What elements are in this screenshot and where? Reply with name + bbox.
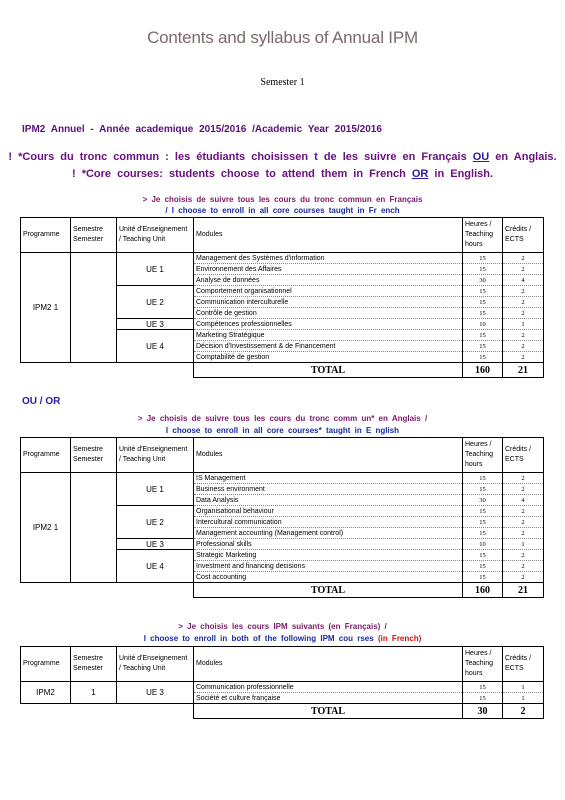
module-cell: Décision d'Investissement & de Financement (194, 341, 463, 352)
module-cell: Intercultural communication (194, 517, 463, 528)
hours-cell: 10 (463, 319, 503, 330)
ects-cell: 2 (503, 506, 544, 517)
section2-note-fr (0, 414, 565, 423)
total-label: TOTAL (194, 583, 463, 598)
notice-english (0, 168, 565, 180)
notice-english-or: OR (411, 168, 429, 180)
table-ipm-french (20, 646, 544, 719)
ects-cell: 2 (503, 473, 544, 484)
total-row (21, 583, 544, 598)
notice-english-text: ! *Core courses: students choose to attend them in French (71, 168, 412, 180)
notice-french-ou: OU (472, 151, 490, 163)
ue-cell: UE 4 (117, 330, 194, 363)
hours-cell: 15 (463, 330, 503, 341)
hours-cell: 15 (463, 572, 503, 583)
ue-cell: UE 3 (117, 682, 194, 704)
total-row (21, 363, 544, 378)
header-heures: Heures / Teaching hours (463, 647, 503, 682)
total-spacer (21, 363, 194, 378)
hours-cell: 30 (463, 275, 503, 286)
module-cell: Marketing Stratégique (194, 330, 463, 341)
ects-cell: 2 (503, 484, 544, 495)
hours-cell: 10 (463, 539, 503, 550)
hours-cell: 15 (463, 682, 503, 693)
total-hours: 160 (463, 583, 503, 598)
section3-note-en-text: I choose to enroll in both of the following IPM cou rses (143, 634, 378, 643)
ects-cell: 2 (503, 561, 544, 572)
hours-cell: 15 (463, 286, 503, 297)
hours-cell: 15 (463, 473, 503, 484)
header-modules: Modules (194, 647, 463, 682)
programme-cell: IPM2 (21, 682, 71, 704)
module-cell: Analyse de données (194, 275, 463, 286)
section3-note-fr-text: > Je choisis les cours IPM suivants (en Français) / (178, 622, 387, 631)
ects-cell: 2 (503, 528, 544, 539)
total-spacer (21, 704, 194, 719)
hours-cell: 15 (463, 484, 503, 495)
module-cell: Data Analysis (194, 495, 463, 506)
hours-cell: 15 (463, 253, 503, 264)
module-cell: Management des Systèmes d'information (194, 253, 463, 264)
ects-cell: 4 (503, 495, 544, 506)
semester-cell: 1 (71, 682, 117, 704)
semester-cell (71, 473, 117, 583)
ects-cell: 2 (503, 330, 544, 341)
ue-cell: UE 3 (117, 319, 194, 330)
header-programme: Programme (21, 647, 71, 682)
module-cell: Business environment (194, 484, 463, 495)
hours-cell: 15 (463, 264, 503, 275)
hours-cell: 30 (463, 495, 503, 506)
header-modules: Modules (194, 218, 463, 253)
hours-cell: 15 (463, 297, 503, 308)
ue-cell: UE 2 (117, 286, 194, 319)
header-unite: Unité d'Enseignement / Teaching Unit (117, 218, 194, 253)
module-cell: Organisational behaviour (194, 506, 463, 517)
programme-cell: IPM2 1 (21, 473, 71, 583)
table-row (21, 253, 544, 264)
section1-note-fr (0, 195, 565, 204)
header-unite: Unité d'Enseignement / Teaching Unit (117, 647, 194, 682)
ue-cell: UE 1 (117, 253, 194, 286)
module-cell: Strategic Marketing (194, 550, 463, 561)
total-row (21, 704, 544, 719)
table-header-row (21, 647, 544, 682)
hours-cell: 15 (463, 561, 503, 572)
ects-cell: 2 (503, 264, 544, 275)
header-semestre: Semestre Semester (71, 647, 117, 682)
ects-cell: 2 (503, 341, 544, 352)
header-programme: Programme (21, 438, 71, 473)
ue-cell: UE 2 (117, 506, 194, 539)
table-row (21, 682, 544, 693)
total-ects: 2 (503, 704, 544, 719)
table-row (21, 473, 544, 484)
hours-cell: 15 (463, 506, 503, 517)
module-cell: Cost accounting (194, 572, 463, 583)
ects-cell: 1 (503, 539, 544, 550)
header-semestre: Semestre Semester (71, 438, 117, 473)
ects-cell: 2 (503, 550, 544, 561)
ects-cell: 2 (503, 517, 544, 528)
notice-french-end: en Anglais. (489, 151, 557, 163)
section3-note-en-red: (in French) (377, 634, 422, 643)
header-credits: Crédits / ECTS (503, 647, 544, 682)
header-unite: Unité d'Enseignement / Teaching Unit (117, 438, 194, 473)
hours-cell: 15 (463, 341, 503, 352)
semester-heading: Semester 1 (260, 77, 305, 88)
section1-note-en (0, 206, 565, 215)
module-cell: Environnement des Affaires (194, 264, 463, 275)
module-cell: Société et culture française (194, 693, 463, 704)
section2-note-en (0, 426, 565, 435)
module-cell: Investment and financing decisions (194, 561, 463, 572)
section2-note-fr-text: > Je choisis de suivre tous les cours du tronc comm un* en Anglais / (137, 414, 428, 423)
hours-cell: 15 (463, 352, 503, 363)
section1-note-fr-text: > Je choisis de suivre tous les cours du tronc commun en Français (142, 195, 423, 204)
section3-note-en (0, 634, 565, 643)
hours-cell: 15 (463, 308, 503, 319)
ue-cell: UE 3 (117, 539, 194, 550)
module-cell: Management accounting (Management control) (194, 528, 463, 539)
hours-cell: 15 (463, 693, 503, 704)
section2-note-en-text: I choose to enroll in all core courses* taught in E nglish (165, 426, 400, 435)
total-ects: 21 (503, 363, 544, 378)
ue-cell: UE 4 (117, 550, 194, 583)
or-separator: OU / OR (22, 396, 61, 407)
total-label: TOTAL (194, 363, 463, 378)
hours-cell: 15 (463, 517, 503, 528)
header-credits: Crédits / ECTS (503, 438, 544, 473)
header-semestre: Semestre Semester (71, 218, 117, 253)
notice-english-end: in English. (428, 168, 494, 180)
notice-french (0, 151, 565, 163)
total-hours: 30 (463, 704, 503, 719)
section1-note-en-text: / I choose to enroll in all core courses taught in Fr ench (165, 206, 400, 215)
module-cell: IS Management (194, 473, 463, 484)
module-cell: Comptabilité de gestion (194, 352, 463, 363)
module-cell: Compétences professionnelles (194, 319, 463, 330)
module-cell: Communication professionnelle (194, 682, 463, 693)
table-header-row (21, 438, 544, 473)
hours-cell: 15 (463, 550, 503, 561)
module-cell: Contrôle de gestion (194, 308, 463, 319)
ects-cell: 4 (503, 275, 544, 286)
table-header-row (21, 218, 544, 253)
ects-cell: 2 (503, 352, 544, 363)
header-modules: Modules (194, 438, 463, 473)
header-programme: Programme (21, 218, 71, 253)
header-credits: Crédits / ECTS (503, 218, 544, 253)
ects-cell: 2 (503, 286, 544, 297)
hours-cell: 15 (463, 528, 503, 539)
table-english-core (20, 437, 544, 598)
academic-year-line: IPM2 Annuel - Année academique 2015/2016 /Academic Year 2015/2016 (22, 124, 382, 135)
section3-note-fr (0, 622, 565, 631)
ects-cell: 2 (503, 297, 544, 308)
total-spacer (21, 583, 194, 598)
ects-cell: 1 (503, 682, 544, 693)
ects-cell: 2 (503, 308, 544, 319)
notice-french-text: ! *Cours du tronc commun : les étudiants choisissen t de les suivre en Français (8, 151, 473, 163)
header-heures: Heures / Teaching hours (463, 218, 503, 253)
total-hours: 160 (463, 363, 503, 378)
page-title: Contents and syllabus of Annual IPM (147, 28, 418, 47)
module-cell: Communication interculturelle (194, 297, 463, 308)
programme-cell: IPM2 1 (21, 253, 71, 363)
module-cell: Professional skills (194, 539, 463, 550)
module-cell: Comportement organisationnel (194, 286, 463, 297)
ects-cell: 1 (503, 693, 544, 704)
ects-cell: 2 (503, 572, 544, 583)
ue-cell: UE 1 (117, 473, 194, 506)
total-label: TOTAL (194, 704, 463, 719)
total-ects: 21 (503, 583, 544, 598)
ects-cell: 1 (503, 319, 544, 330)
ects-cell: 2 (503, 253, 544, 264)
header-heures: Heures / Teaching hours (463, 438, 503, 473)
table-french-core (20, 217, 544, 378)
semester-cell (71, 253, 117, 363)
